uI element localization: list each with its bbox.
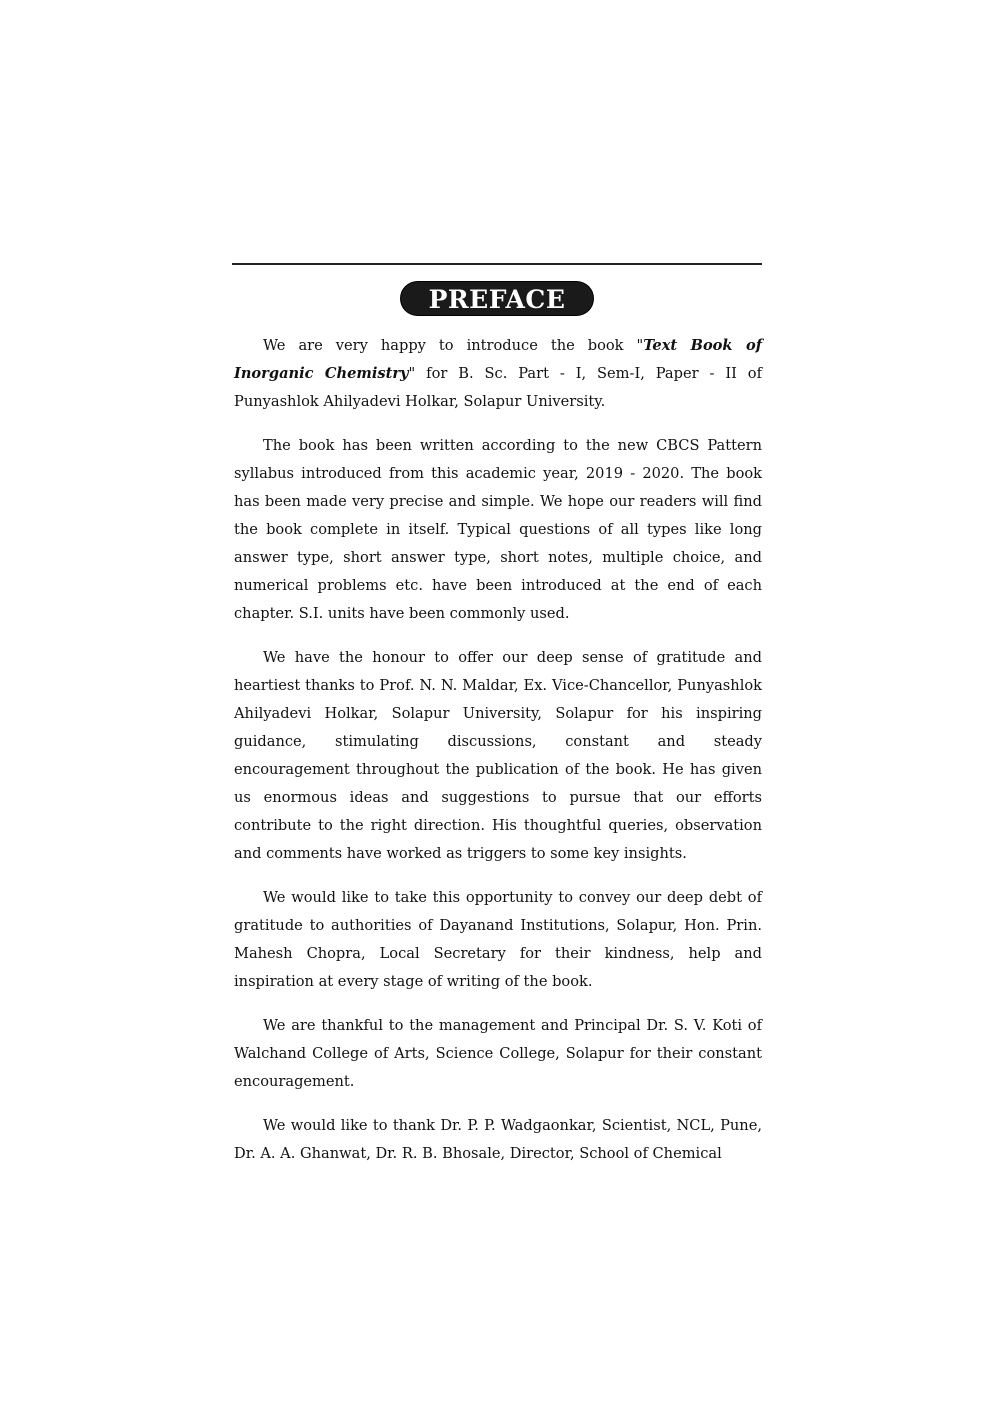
paragraph-5: We are thankful to the management and Principal Dr. S. V. Koti of Walchand College of Arts, Science College, Solapur for their constant encouragement. bbox=[234, 1017, 762, 1090]
top-rule bbox=[232, 263, 762, 265]
paragraph-1 bbox=[234, 332, 762, 416]
preface-page bbox=[232, 263, 762, 1168]
paragraph-2: The book has been written according to the new CBCS Pattern syllabus introduced from this academic year, 2019 - 2020. The book has been made very precise and simple. We hope our readers will find the book complete in itself. Typical questions of all types like long answer type, short answer type, short notes, multiple choice, and numerical problems etc. have been introduced at the end of each chapter. S.I. units have been commonly used. bbox=[234, 437, 762, 622]
paragraph-4: We would like to take this opportunity to convey our deep debt of gratitude to authorities of Dayanand Institutions, Solapur, Hon. Prin. Mahesh Chopra, Local Secretary for their kindness, help and inspiration at every stage of writing of the book. bbox=[234, 889, 762, 990]
paragraph-6: We would like to thank Dr. P. P. Wadgaonkar, Scientist, NCL, Pune, Dr. A. A. Ghanwat, Dr. R. B. Bhosale, Director, School of Chemical bbox=[234, 1117, 762, 1162]
book-title: Text Book of Inorganic Chemistry bbox=[234, 337, 762, 382]
preface-title: PREFACE bbox=[401, 282, 594, 315]
preface-body bbox=[232, 332, 762, 1168]
paragraph-1-intro: We are very happy to introduce the book " bbox=[263, 337, 644, 354]
paragraph-1-rest: " for B. Sc. Part - I, Sem-I, Paper - II of Punyashlok Ahilyadevi Holkar, Solapur University. bbox=[234, 365, 762, 410]
paragraph-3: We have the honour to offer our deep sense of gratitude and heartiest thanks to Prof. N. N. Maldar, Ex. Vice-Chancellor, Punyashlok Ahilyadevi Holkar, Solapur University, Solapur for his inspiring guidance, stimulating discussions, constant and steady encouragement throughout the publication of the book. He has given us enormous ideas and suggestions to pursue that our efforts contribute to the right direction. His thoughtful queries, observation and comments have worked as triggers to some key insights. bbox=[234, 649, 762, 862]
title-container bbox=[232, 282, 762, 318]
